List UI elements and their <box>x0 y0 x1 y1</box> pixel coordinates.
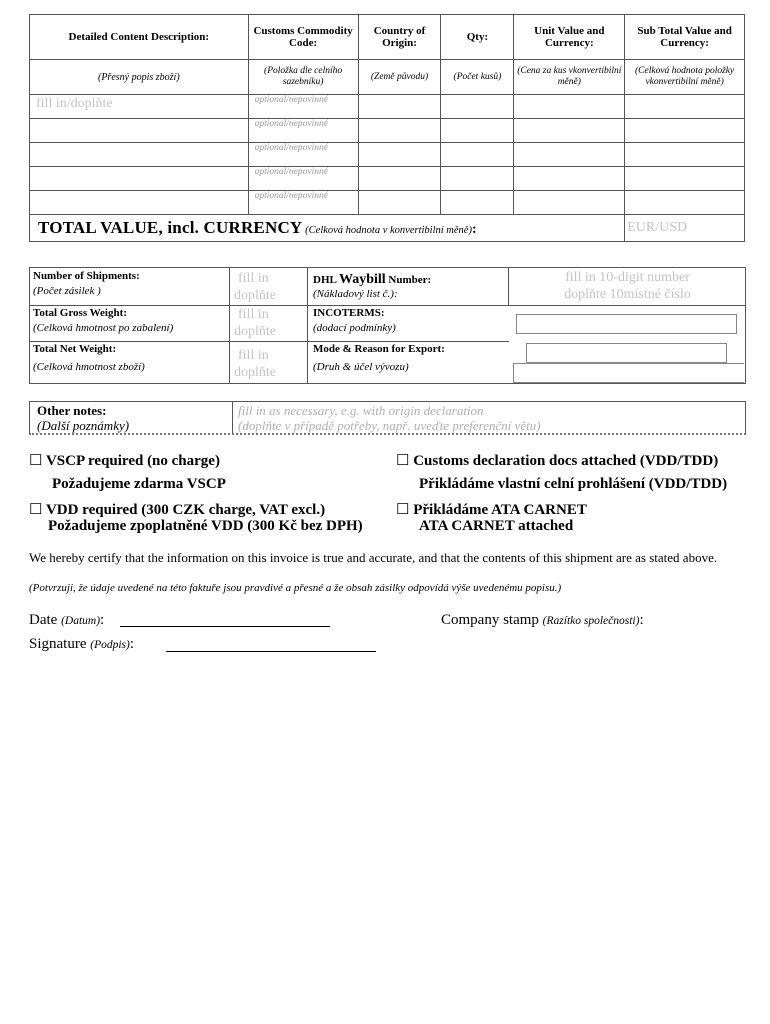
description-input[interactable] <box>30 167 249 191</box>
certification-text: We hereby certify that the information on this invoice is true and accurate, and that the contents of this shipment are as stated above. <box>29 550 718 565</box>
col-header-commodity-code: Customs Commodity Code: <box>248 15 358 60</box>
col-header-unit-value: Unit Value and Currency: <box>514 15 625 60</box>
shipments-placeholder-cz: doplňte <box>234 288 276 303</box>
table-row <box>30 143 745 167</box>
vscp-checkbox[interactable] <box>29 451 220 470</box>
total-sublabel: (Celková hodnota v konvertibilní měně) <box>305 225 472 236</box>
qty-input[interactable] <box>441 143 514 167</box>
col-header-qty: Qty: <box>441 15 514 60</box>
col-subheader-country: (Země původu) <box>358 60 441 95</box>
commodity-code-input[interactable]: optional/nepovinné <box>248 95 358 119</box>
date-sublabel: (Datum) <box>61 615 101 627</box>
customs-docs-checkbox[interactable] <box>396 451 718 470</box>
subtotal-input[interactable] <box>625 143 745 167</box>
col-subheader-unit-value: (Cena za kus vkonvertibilní měně) <box>514 60 625 95</box>
signature-label: Signature <box>29 636 87 652</box>
stamp-label: Company stamp <box>441 612 539 628</box>
description-input[interactable] <box>30 143 249 167</box>
total-label-cell <box>30 215 625 242</box>
commodity-code-input[interactable]: optional/nepovinné <box>248 167 358 191</box>
ata-carnet-label: Přikládáme ATA CARNET <box>413 502 587 518</box>
export-mode-label: Mode & Reason for Export: <box>313 343 445 355</box>
description-input[interactable]: fill in/doplňte <box>30 95 249 119</box>
col-header-subtotal: Sub Total Value and Currency: <box>625 15 745 60</box>
stamp-sublabel: (Razítko společnosti) <box>542 615 640 627</box>
waybill-sublabel: (Nákladový list č.): <box>313 288 398 300</box>
country-input[interactable] <box>358 95 441 119</box>
commodity-code-input[interactable]: optional/nepovinné <box>248 119 358 143</box>
shipment-details-box <box>29 267 746 384</box>
gross-weight-sublabel: (Celková hmotnost po zabalení) <box>33 322 174 334</box>
col-subheader-commodity-code: (Položka dle celního sazebníku) <box>248 60 358 95</box>
waybill-placeholder: fill in 10-digit number <box>565 270 690 285</box>
vdd-label: VDD required (300 CZK charge, VAT excl.) <box>45 502 326 518</box>
items-table <box>29 14 745 242</box>
shipments-placeholder: fill in <box>238 271 269 286</box>
customs-docs-checkbox-box[interactable]: ☐ <box>396 453 410 469</box>
waybill-label-waybill: Waybill <box>338 272 386 287</box>
date-input[interactable] <box>120 626 330 627</box>
vdd-checkbox[interactable] <box>29 500 325 519</box>
notes-input[interactable] <box>238 403 541 433</box>
qty-input[interactable] <box>441 95 514 119</box>
col-subheader-subtotal: (Celková hodnota položky vkonvertibilní měně) <box>625 60 745 95</box>
unit-value-input[interactable] <box>514 143 625 167</box>
country-input[interactable] <box>358 119 441 143</box>
vscp-checkbox-box[interactable]: ☐ <box>29 453 43 469</box>
gross-weight-placeholder-cz: doplňte <box>234 324 276 339</box>
export-mode-input[interactable] <box>526 343 727 363</box>
notes-label: Other notes: <box>37 403 107 418</box>
country-input[interactable] <box>358 167 441 191</box>
shipments-label: Number of Shipments: <box>33 270 140 282</box>
export-mode-sublabel: (Druh & účel vývozu) <box>313 361 409 373</box>
export-reason-input[interactable] <box>513 363 744 383</box>
col-subheader-description: (Přesný popis zboží) <box>30 60 249 95</box>
shipments-input[interactable] <box>234 270 276 304</box>
total-currency-input[interactable]: EUR/USD <box>625 215 745 242</box>
unit-value-input[interactable] <box>514 167 625 191</box>
waybill-input[interactable] <box>510 269 745 303</box>
country-input[interactable] <box>358 191 441 215</box>
description-input[interactable] <box>30 119 249 143</box>
table-row <box>30 95 745 119</box>
ata-carnet-checkbox-box[interactable]: ☐ <box>396 502 410 518</box>
total-row <box>30 215 745 242</box>
shipments-sublabel: (Počet zásilek ) <box>33 285 101 297</box>
incoterms-sublabel: (dodací podmínky) <box>313 322 396 334</box>
waybill-label-dhl: DHL <box>313 274 337 286</box>
incoterms-input[interactable] <box>516 314 737 334</box>
unit-value-input[interactable] <box>514 191 625 215</box>
subheader-row <box>30 60 745 95</box>
gross-weight-input[interactable] <box>234 306 276 340</box>
stamp-label-group <box>441 612 644 629</box>
signature-input[interactable] <box>166 651 376 652</box>
header-row <box>30 15 745 60</box>
commodity-code-input[interactable]: optional/nepovinné <box>248 191 358 215</box>
net-weight-label: Total Net Weight: <box>33 343 117 355</box>
gross-weight-label: Total Gross Weight: <box>33 307 127 319</box>
notes-sublabel: (Další poznámky) <box>37 418 130 433</box>
date-colon: : <box>100 612 105 628</box>
date-label: Date <box>29 612 58 628</box>
table-row <box>30 191 745 215</box>
commodity-code-input[interactable]: optional/nepovinné <box>248 143 358 167</box>
qty-input[interactable] <box>441 191 514 215</box>
waybill-placeholder-cz: doplňte 10místné číslo <box>564 287 691 302</box>
vdd-checkbox-box[interactable]: ☐ <box>29 502 43 518</box>
subtotal-input[interactable] <box>625 119 745 143</box>
total-colon: : <box>471 222 477 237</box>
description-input[interactable] <box>30 191 249 215</box>
vscp-label: VSCP required (no charge) <box>45 453 220 469</box>
signature-colon: : <box>129 636 135 652</box>
stamp-colon: : <box>639 612 644 628</box>
unit-value-input[interactable] <box>514 119 625 143</box>
table-row <box>30 167 745 191</box>
notes-placeholder-cz: (doplňte v případě potřeby, např. uveďte preferenční větu) <box>238 418 541 433</box>
total-label: TOTAL VALUE, incl. CURRENCY <box>38 218 303 237</box>
col-subheader-qty: (Počet kusů) <box>441 60 514 95</box>
other-notes-box <box>29 401 746 435</box>
net-weight-placeholder-cz: doplňte <box>234 365 276 380</box>
customs-docs-label-cz: Přikládáme vlastní celní prohlášení (VDD/TDD) <box>419 476 728 492</box>
gross-weight-placeholder: fill in <box>238 307 269 322</box>
subtotal-input[interactable] <box>625 95 745 119</box>
table-row <box>30 119 745 143</box>
signature-sublabel: (Podpis) <box>90 639 130 651</box>
net-weight-placeholder: fill in <box>238 348 269 363</box>
subtotal-input[interactable] <box>625 167 745 191</box>
ata-carnet-checkbox[interactable] <box>396 500 587 519</box>
net-weight-input[interactable] <box>234 347 276 381</box>
customs-docs-label: Customs declaration docs attached (VDD/TDD) <box>413 453 719 469</box>
country-input[interactable] <box>358 143 441 167</box>
date-label-group <box>29 612 104 629</box>
qty-input[interactable] <box>441 119 514 143</box>
net-weight-sublabel: (Celková hmotnost zboží) <box>33 361 145 373</box>
col-header-description: Detailed Content Description: <box>30 15 249 60</box>
subtotal-input[interactable] <box>625 191 745 215</box>
ata-carnet-label-en: ATA CARNET attached <box>419 518 574 534</box>
qty-input[interactable] <box>441 167 514 191</box>
signature-label-group <box>29 636 134 653</box>
waybill-label-number: Number: <box>388 274 432 286</box>
incoterms-label: INCOTERMS: <box>313 307 385 319</box>
certification-text-cz: (Potvrzuji, že údaje uvedené na této faktuře jsou pravdivé a přesné a že obsah zásilky odpovídá výše uvedenému popisu.) <box>29 582 562 594</box>
vscp-label-cz: Požadujeme zdarma VSCP <box>52 476 226 492</box>
unit-value-input[interactable] <box>514 95 625 119</box>
notes-placeholder: fill in as necessary, e.g. with origin declaration <box>238 403 484 418</box>
col-header-country: Country of Origin: <box>358 15 441 60</box>
vdd-label-cz: Požadujeme zpoplatněné VDD (300 Kč bez DPH) <box>48 518 363 534</box>
